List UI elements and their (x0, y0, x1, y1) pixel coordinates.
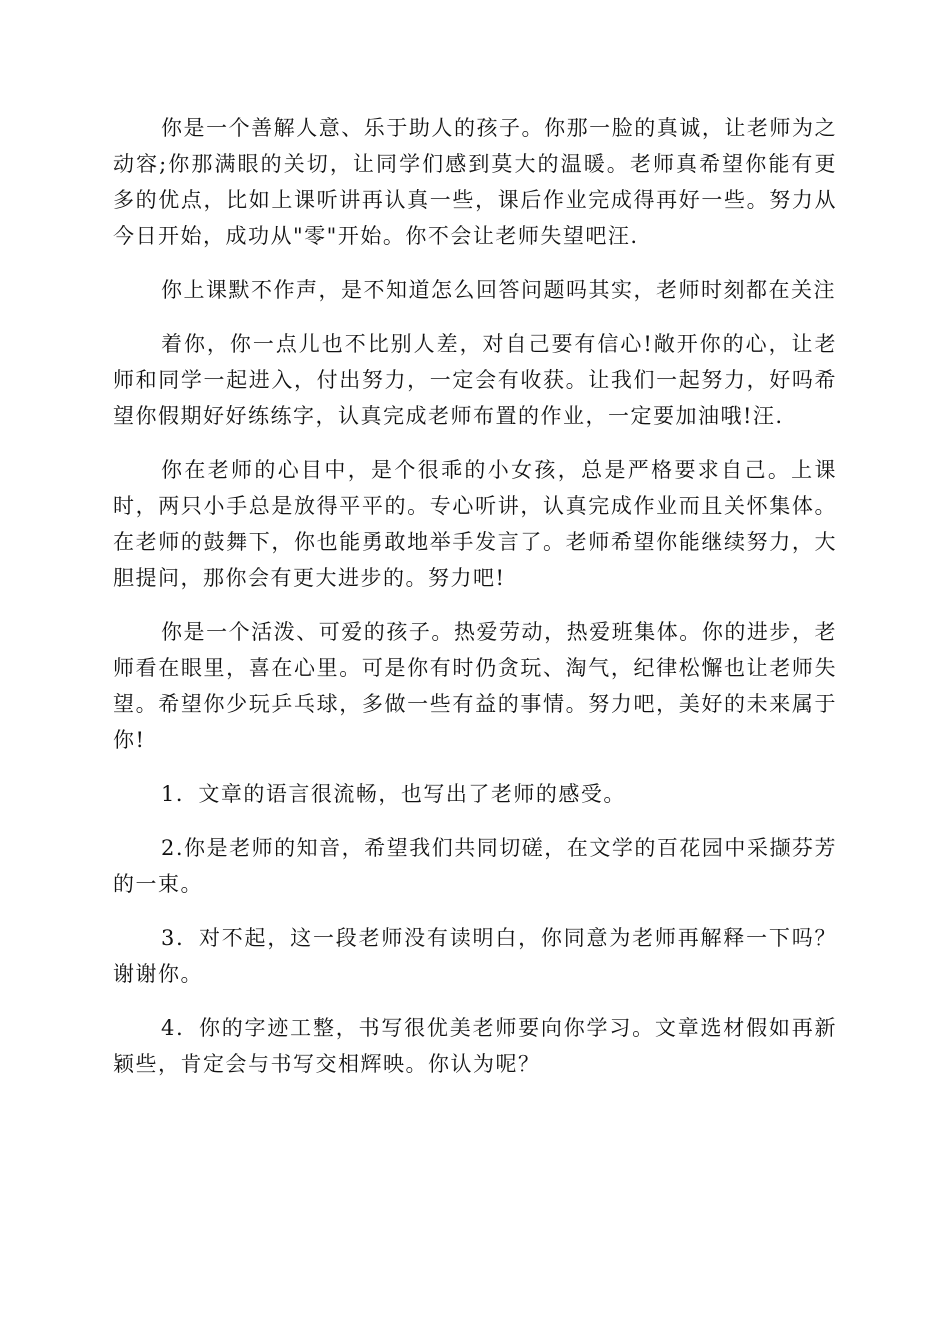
comment-paragraph-5: 你是一个活泼、可爱的孩子。热爱劳动，热爱班集体。你的进步，老师看在眼里，喜在心里。可是你有时仍贪玩、淘气，纪律松懈也让老师失望。希望你少玩乒乓球，多做一些有益的事情。努力吧，美好的未来属于你! (113, 620, 837, 752)
essay-comment-4: 4．你的字迹工整，书写很优美老师要向你学习。文章选材假如再新颖些，肯定会与书写交相辉映。你认为呢？ (113, 1016, 837, 1076)
essay-comment-3: 3．对不起，这一段老师没有读明白，你同意为老师再解释一下吗？谢谢你。 (113, 926, 837, 986)
essay-comment-2: 2.你是老师的知音，希望我们共同切磋，在文学的百花园中采撷芬芳的一束。 (113, 836, 837, 896)
comment-paragraph-1: 你是一个善解人意、乐于助人的孩子。你那一脸的真诚，让老师为之动容;你那满眼的关切，让同学们感到莫大的温暖。老师真希望你能有更多的优点，比如上课听讲再认真一些，课后作业完成得再好一些。努力从今日开始，成功从"零"开始。你不会让老师失望吧汪. (113, 116, 837, 248)
document-body (113, 110, 837, 1100)
comment-paragraph-2: 你上课默不作声，是不知道怎么回答问题吗其实，老师时刻都在关注 (161, 278, 836, 302)
comment-paragraph-3: 着你，你一点儿也不比别人差，对自己要有信心!敞开你的心，让老师和同学一起进入，付出努力，一定会有收获。让我们一起努力，好吗希望你假期好好练练字，认真完成老师布置的作业，一定要加油哦!汪. (113, 332, 837, 428)
comment-paragraph-4: 你在老师的心目中，是个很乖的小女孩，总是严格要求自己。上课时，两只小手总是放得平平的。专心听讲，认真完成作业而且关怀集体。在老师的鼓舞下，你也能勇敢地举手发言了。老师希望你能继续努力，大胆提问，那你会有更大进步的。努力吧! (113, 458, 837, 590)
essay-comment-1: 1．文章的语言很流畅，也写出了老师的感受。 (161, 782, 626, 806)
